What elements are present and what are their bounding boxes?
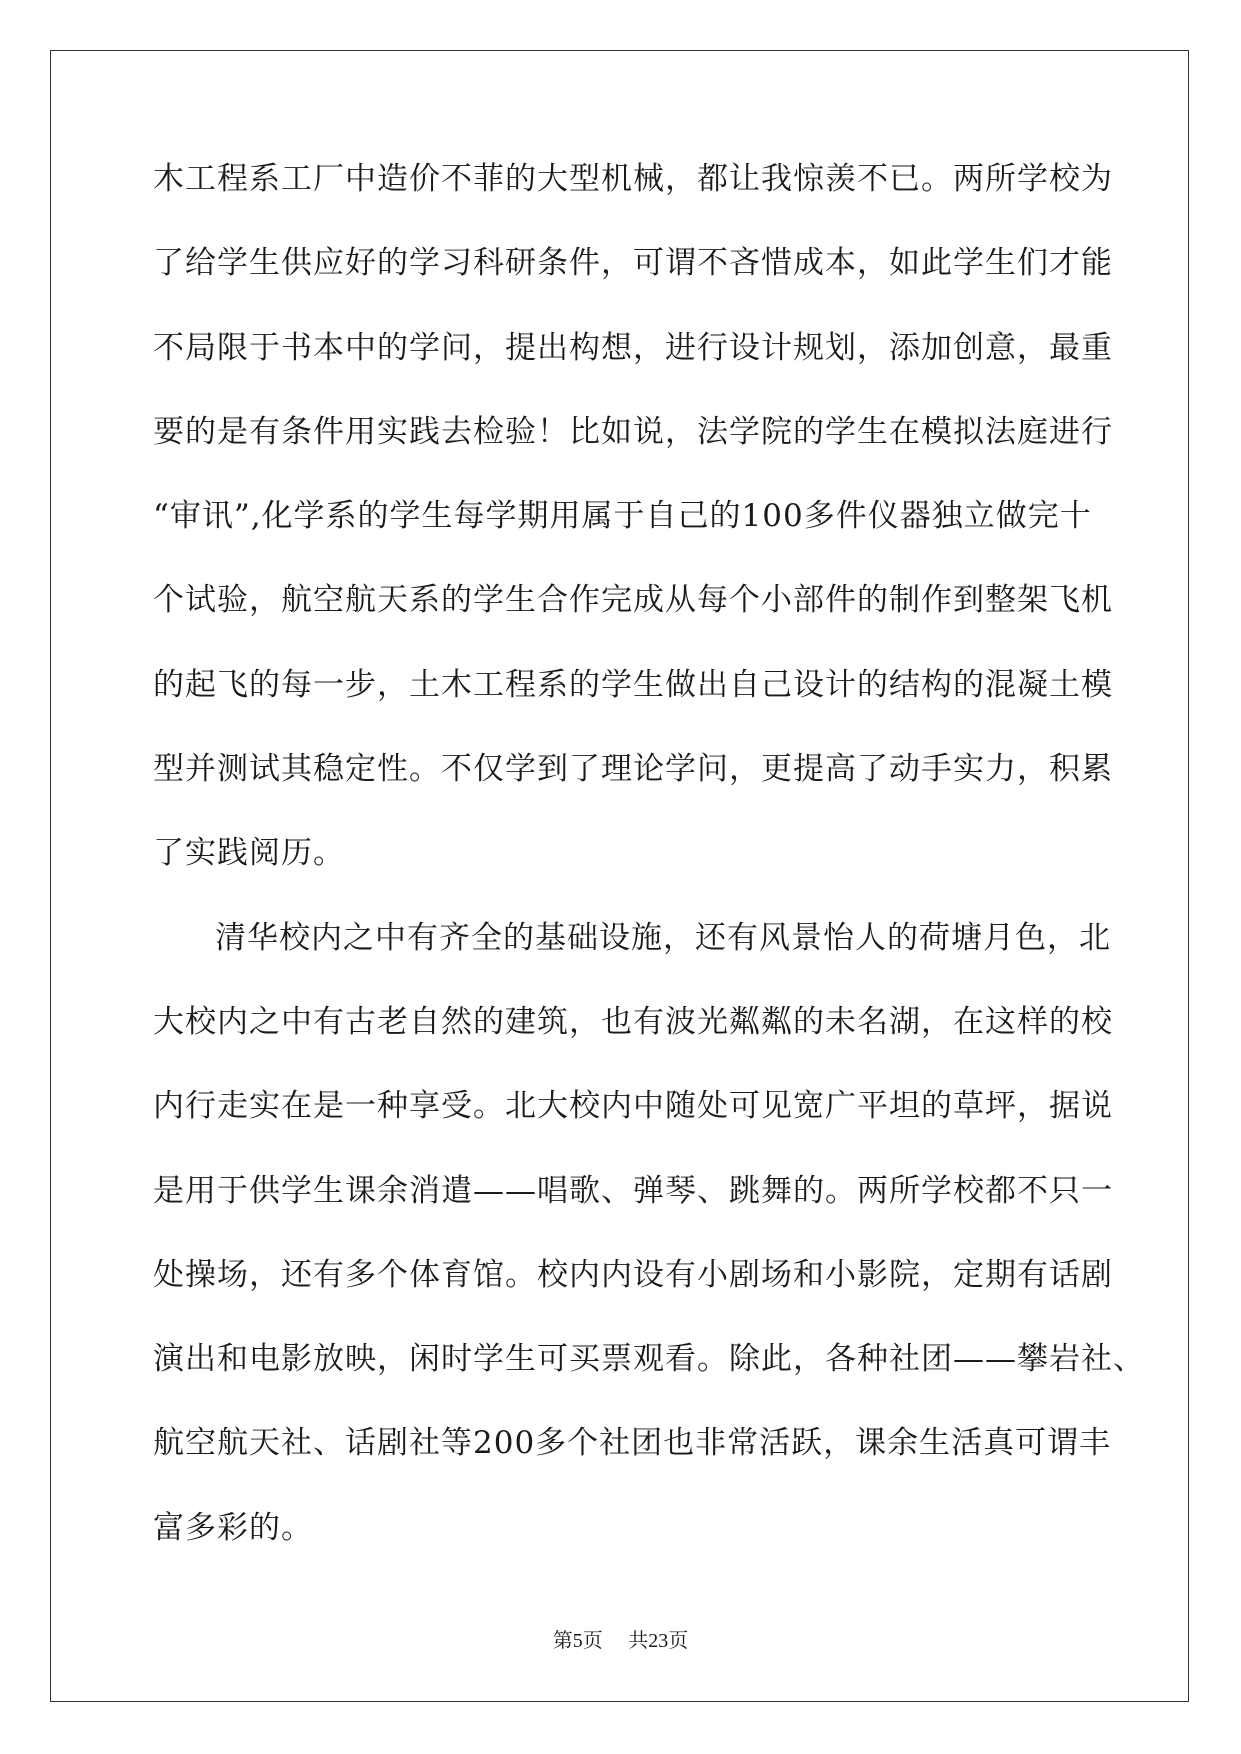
- text-line: 航空航天社、话剧社等200多个社团也非常活跃，课余生活真可谓丰: [153, 1425, 1112, 1462]
- text-line: 了实践阅历。: [153, 835, 345, 872]
- text-line: 内行走实在是一种享受。北大校内中随处可见宽广平坦的草坪，据说: [153, 1088, 1113, 1125]
- text-line: 富多彩的。: [153, 1509, 313, 1546]
- total-pages: 23: [648, 1630, 669, 1652]
- text-line: “审讯”,化学系的学生每学期用属于自己的100多件仪器独立做完十: [153, 498, 1092, 535]
- total-label-prefix: 共: [628, 1628, 649, 1652]
- text-line: 的起飞的每一步，土木工程系的学生做出自己设计的结构的混凝土模: [153, 666, 1113, 703]
- text-line: 木工程系工厂中造价不菲的大型机械，都让我惊羡不已。两所学校为: [153, 161, 1113, 197]
- page-label-prefix: 第: [552, 1628, 573, 1652]
- text-line: 演出和电影放映，闲时学生可买票观看。除此，各种社团——攀岩社、: [153, 1341, 1145, 1378]
- text-line: 是用于供学生课余消遣——唱歌、弹琴、跳舞的。两所学校都不只一: [153, 1172, 1113, 1209]
- page-footer: [0, 1624, 1241, 1653]
- text-line: 处操场，还有多个体育馆。校内内设有小剧场和小影院，定期有话剧: [153, 1256, 1113, 1293]
- text-line: 了给学生供应好的学习科研条件，可谓不吝惜成本，如此学生们才能: [153, 245, 1113, 282]
- document-body: [153, 158, 1145, 1591]
- text-line: 个试验，航空航天系的学生合作完成从每个小部件的制作到整架飞机: [153, 582, 1113, 619]
- text-line-paragraph-start: 清华校内之中有齐全的基础设施，还有风景怡人的荷塘月色，北: [215, 919, 1111, 956]
- text-line: 要的是有条件用实践去检验！比如说，法学院的学生在模拟法庭进行: [153, 413, 1113, 450]
- total-label-suffix: 页: [668, 1628, 689, 1652]
- page-label-suffix: 页: [582, 1628, 603, 1652]
- text-line: 大校内之中有古老自然的建筑，也有波光粼粼的未名湖，在这样的校: [153, 1003, 1113, 1040]
- text-line: 型并测试其稳定性。不仅学到了理论学问，更提高了动手实力，积累: [153, 751, 1113, 788]
- text-line: 不局限于书本中的学问，提出构想，进行设计规划，添加创意，最重: [153, 329, 1113, 366]
- page-number: 5: [572, 1630, 583, 1652]
